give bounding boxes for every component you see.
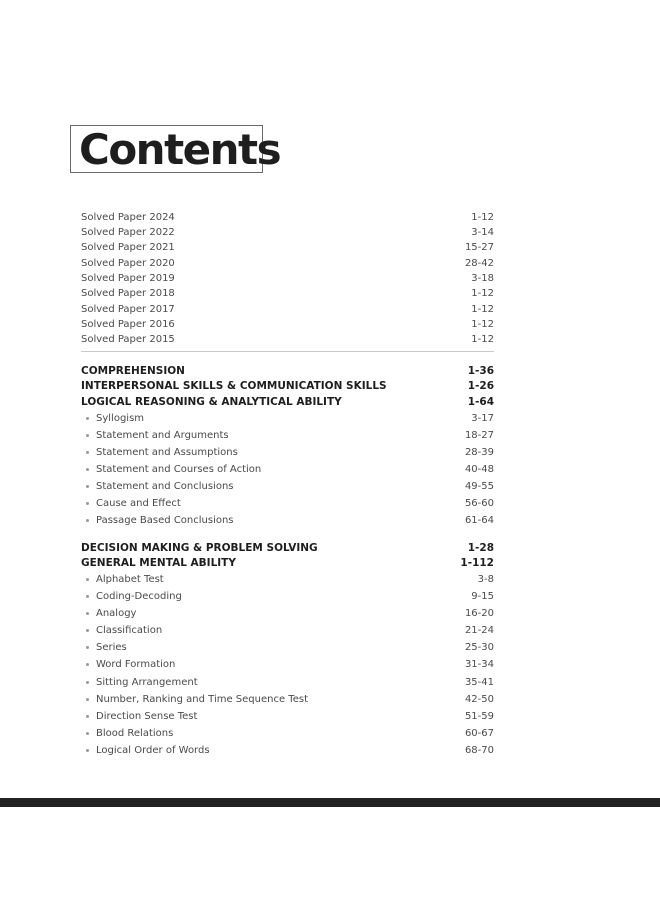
toc-pages: 1-12 (471, 212, 494, 223)
toc-topic-pages: 35-41 (464, 677, 494, 688)
bullet-icon (86, 451, 89, 454)
toc-topic-label: Analogy (96, 608, 137, 619)
toc-row-paper (81, 304, 494, 316)
bullet-icon (86, 502, 89, 505)
toc-topic-label: Cause and Effect (96, 498, 181, 509)
toc-row-paper (81, 242, 494, 254)
toc-topic (81, 481, 494, 493)
toc-topic-pages: 61-64 (464, 515, 494, 526)
toc-section (81, 380, 494, 392)
toc-topic (81, 447, 494, 459)
toc-pages: 3-14 (471, 227, 494, 238)
bullet-icon (86, 698, 89, 701)
toc-section (81, 365, 494, 377)
toc-label: Solved Paper 2021 (81, 242, 175, 253)
toc-label: Solved Paper 2016 (81, 319, 175, 330)
toc-section-label: DECISION MAKING & PROBLEM SOLVING (81, 542, 318, 554)
bullet-icon (86, 663, 89, 666)
toc-topic-label: Series (96, 642, 127, 653)
toc-section-pages: 1-112 (460, 557, 494, 569)
toc-section-label: COMPREHENSION (81, 365, 185, 377)
toc-topic-label: Direction Sense Test (96, 711, 198, 722)
toc-topic (81, 659, 494, 671)
toc-section-pages: 1-64 (467, 396, 494, 408)
toc-section (81, 396, 494, 408)
toc-topic (81, 677, 494, 689)
toc-topic-pages: 40-48 (464, 464, 494, 475)
bullet-icon (86, 715, 89, 718)
toc-section-pages: 1-36 (467, 365, 494, 377)
toc-section-label: INTERPERSONAL SKILLS & COMMUNICATION SKILLS (81, 380, 387, 392)
toc-topic (81, 430, 494, 442)
toc-topic-label: Sitting Arrangement (96, 677, 198, 688)
toc-row-paper (81, 334, 494, 346)
toc-topic (81, 413, 494, 425)
toc-topic (81, 574, 494, 586)
title-box (70, 125, 281, 174)
toc-pages: 1-12 (471, 334, 494, 345)
bullet-icon (86, 612, 89, 615)
toc-topic-pages: 9-15 (471, 591, 494, 602)
toc-topic-label: Statement and Assumptions (96, 447, 238, 458)
toc-topic (81, 591, 494, 603)
toc-topic (81, 642, 494, 654)
toc-row-paper (81, 273, 494, 285)
toc-topic-pages: 3-17 (471, 413, 494, 424)
bullet-icon (86, 519, 89, 522)
toc-label: Solved Paper 2020 (81, 258, 175, 269)
toc-topic-label: Statement and Arguments (96, 430, 229, 441)
toc-section-label: GENERAL MENTAL ABILITY (81, 557, 236, 569)
bullet-icon (86, 681, 89, 684)
toc-pages: 15-27 (464, 242, 494, 253)
toc-topic-pages: 51-59 (464, 711, 494, 722)
toc-topic-pages: 3-8 (477, 574, 494, 585)
toc-topic (81, 608, 494, 620)
toc-label: Solved Paper 2022 (81, 227, 175, 238)
toc-topic (81, 745, 494, 757)
toc-topic (81, 694, 494, 706)
toc-topic (81, 625, 494, 637)
toc-topic-pages: 21-24 (464, 625, 494, 636)
bullet-icon (86, 468, 89, 471)
toc-topic-label: Classification (96, 625, 163, 636)
toc-topic-pages: 31-34 (464, 659, 494, 670)
toc-topic-label: Coding-Decoding (96, 591, 182, 602)
toc-topic (81, 464, 494, 476)
toc-pages: 28-42 (464, 258, 494, 269)
toc-topic-label: Word Formation (96, 659, 176, 670)
toc-pages: 3-18 (471, 273, 494, 284)
toc-label: Solved Paper 2018 (81, 288, 175, 299)
toc-topic-label: Blood Relations (96, 728, 174, 739)
toc-topic (81, 711, 494, 723)
footer-bar (0, 798, 660, 807)
bullet-icon (86, 732, 89, 735)
toc-topic-pages: 18-27 (464, 430, 494, 441)
bullet-icon (86, 749, 89, 752)
bullet-icon (86, 595, 89, 598)
toc-label: Solved Paper 2015 (81, 334, 175, 345)
bullet-icon (86, 646, 89, 649)
toc-topic-pages: 28-39 (464, 447, 494, 458)
bullet-icon (86, 485, 89, 488)
toc-topic-label: Alphabet Test (96, 574, 164, 585)
toc-topic-pages: 25-30 (464, 642, 494, 653)
toc-topic-label: Number, Ranking and Time Sequence Test (96, 694, 308, 705)
toc-label: Solved Paper 2017 (81, 304, 175, 315)
page-title: Contents (79, 125, 281, 174)
toc-topic (81, 498, 494, 510)
toc-section-pages: 1-26 (467, 380, 494, 392)
section-divider (81, 351, 494, 352)
toc-topic-pages: 56-60 (464, 498, 494, 509)
toc-topic-label: Statement and Courses of Action (96, 464, 262, 475)
toc-topic (81, 515, 494, 527)
toc-row-paper (81, 212, 494, 224)
toc-topic-label: Syllogism (96, 413, 145, 424)
toc-section (81, 542, 494, 554)
toc-topic-label: Passage Based Conclusions (96, 515, 234, 526)
bullet-icon (86, 417, 89, 420)
toc-pages: 1-12 (471, 288, 494, 299)
toc-topic (81, 728, 494, 740)
toc-topic-label: Logical Order of Words (96, 745, 210, 756)
toc-row-paper (81, 288, 494, 300)
toc-label: Solved Paper 2024 (81, 212, 175, 223)
toc-section-label: LOGICAL REASONING & ANALYTICAL ABILITY (81, 396, 342, 408)
toc-row-paper (81, 258, 494, 270)
toc-section (81, 557, 494, 569)
toc-section-pages: 1-28 (467, 542, 494, 554)
toc-pages: 1-12 (471, 304, 494, 315)
toc-topic-pages: 49-55 (464, 481, 494, 492)
toc-row-paper (81, 227, 494, 239)
toc-topic-pages: 68-70 (464, 745, 494, 756)
toc-topic-pages: 16-20 (464, 608, 494, 619)
toc-topic-label: Statement and Conclusions (96, 481, 234, 492)
bullet-icon (86, 578, 89, 581)
toc-label: Solved Paper 2019 (81, 273, 175, 284)
toc-pages: 1-12 (471, 319, 494, 330)
toc-topic-pages: 42-50 (464, 694, 494, 705)
toc-row-paper (81, 319, 494, 331)
toc-topic-pages: 60-67 (464, 728, 494, 739)
bullet-icon (86, 629, 89, 632)
bullet-icon (86, 434, 89, 437)
